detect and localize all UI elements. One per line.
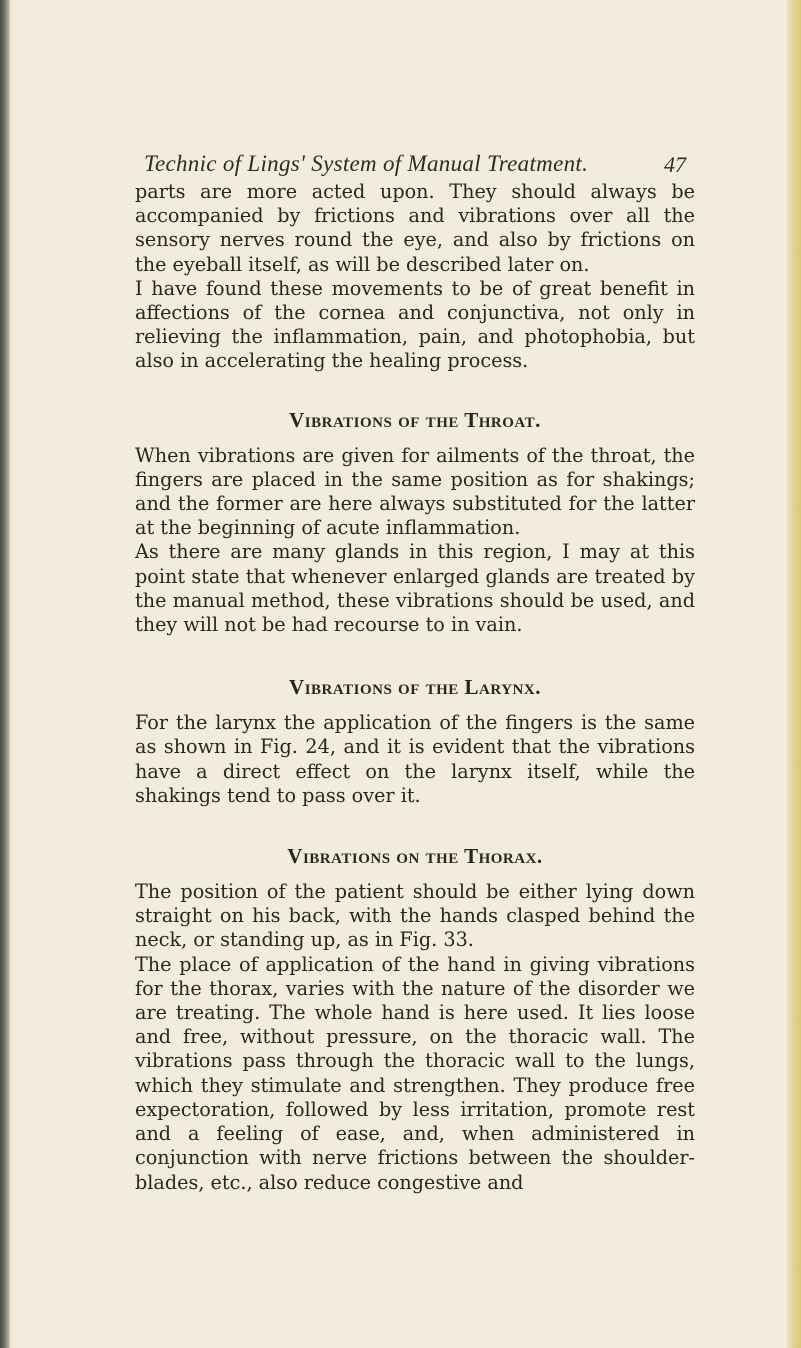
paragraph: The position of the patient should be either lying down straight on his back, with the hands clasped behind the neck, or standing up, as in Fig. 33. <box>135 880 695 952</box>
paragraph: As there are many glands in this region, I may at this point state that whenever enlarged glands are treated by the manual method, these vibrations should be used, and they will not be had recourse to in vain. <box>135 540 695 637</box>
paragraph: The place of application of the hand in giving vibrations for the thorax, varies with the nature of the disorder we are treating. The whole hand is here used. It lies loose and free, without pressure, on the thoracic wall. The vibrations pass through the thoracic wall to the lungs, which they stimulate and strengthen. They produce free expectoration, followed by less irritation, promote rest and a feeling of ease, and, when administered in conjunction with nerve frictions between the shoulder-blades, etc., also reduce congestive and <box>135 952 695 1194</box>
paragraph: When vibrations are given for ailments of the throat, the fingers are placed in the same position as for shakings; and the former are here always substituted for the latter at the beginning of acute inflammation. <box>135 443 695 540</box>
paragraph: For the larynx the application of the fingers is the same as shown in Fig. 24, and it is evident that the vibrations have a direct effect on the larynx itself, while the shakings tend to pass over it. <box>135 711 695 807</box>
section-heading-throat: Vibrations of the Throat. <box>289 407 541 432</box>
paragraph: parts are more acted upon. They should always be accompanied by frictions and vibrations over all the sensory nerves round the eye, and also by frictions on the eyeball itself, as will be described later on. <box>135 180 695 276</box>
page-header <box>134 151 694 181</box>
paragraph: I have found these movements to be of great benefit in affections of the cornea and conjunctiva, not only in relieving the inflammation, pain, and photophobia, but also in accelerating the healing process. <box>135 276 695 373</box>
section-heading-thorax: Vibrations on the Thorax. <box>287 844 543 869</box>
running-title: Technic of Lings' System of Manual Treatment. <box>144 151 589 176</box>
page-number: 47 <box>664 152 686 177</box>
binding-edge <box>0 0 10 1348</box>
section-heading-larynx: Vibrations of the Larynx. <box>289 675 541 700</box>
page-body <box>135 180 695 1195</box>
page-edge <box>787 0 801 1348</box>
